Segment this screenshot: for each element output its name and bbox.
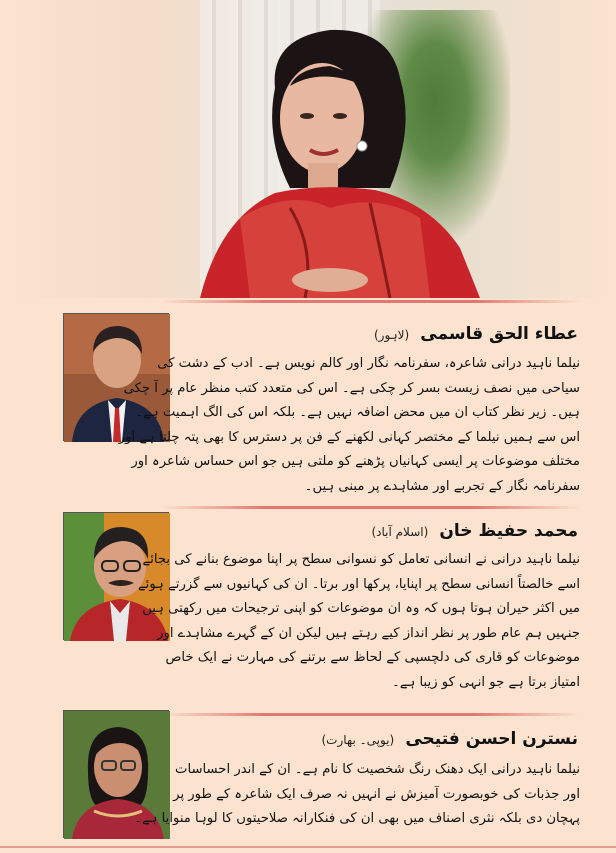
review-text [137,548,580,695]
woman-portrait-icon [180,18,490,298]
review-line: نیلما ناہید درانی ایک دھنک رنگ شخصیت کا نام ہے۔ ان کے اندر احساسات [175,762,580,777]
review-line: اور جذبات کی خوبصورت آمیزش نے انہیں نہ صرف ایک شاعرہ کے طور پر [173,786,580,802]
reviewer-name: محمد حفیظ خان [439,521,578,541]
review-line: نیلما ناہید درانی شاعرہ، سفرنامہ نگار اور کالم نویس ہے۔ ادب کے دشت کی [157,356,580,371]
bottom-divider [0,846,616,848]
reviewer-name: نسترن احسن فتیحی [405,729,578,749]
reviewer-city: (یوپی۔ بھارت) [321,733,395,747]
review-line: پہچان دی بلکہ نثری اصناف میں بھی ان کی فنکارانہ صلاحیتوں کا لوہا منوایا ہے۔ [134,811,580,826]
review-line: اسے خالصتاً انسانی سطح پر اپنایا، پرکھا اور برتا۔ ان کی کہانیوں سے گزرتے ہوئے [137,576,580,592]
review-text [118,352,580,499]
review-line: میں اکثر حیران ہوتا ہوں کہ وہ ان موضوعات کو اپنی ترجیحات میں رکھتی ہیں [142,601,580,616]
review-line: اس سے ہمیں نیلما کے مختصر کہانی لکھنے کے فن پر دسترس کا بھی پتہ چلتا ہے اور [118,429,580,445]
review-text [134,758,580,832]
hero-photo [0,0,616,298]
reviewer-name-row [371,521,578,541]
section-divider [160,506,580,509]
review-line: سفرنامہ نگار کے تجربے اور مشاہدے پر مبنی ہیں۔ [304,478,580,494]
reviewer-name: عطاء الحق قاسمی [420,324,578,344]
review-line: موضوعات کو قاری کی دلچسپی کے لحاظ سے برتنے کی مہارت نے ایک خاص [165,650,580,665]
review-line: مختلف موضوعات پر ایسی کہانیاں پڑھنے کو ملتی ہیں جو اس حساس شاعرہ اور [131,454,580,469]
review-line: ہیں۔ زیر نظر کتاب ان میں محض اضافہ نہیں ہے۔ بلکہ اس کی الگ اہمیت ہے۔ [135,405,580,420]
review-line: نیلما ناہید درانی نے انسانی تعامل کو نسوانی سطح پر اپنا موضوع بنانے کی بجائے [142,552,580,567]
reviewer-city: (لاہور) [373,328,410,342]
section-divider [160,300,580,303]
review-line: سیاحی میں نصف زیست بسر کر چکی ہے۔ اس کی متعدد کتب منظر عام پر آ چکی [123,380,580,396]
reviewer-name-row [322,729,579,749]
reviewer-city: (اسلام آباد) [371,525,429,539]
reviewer-name-row [374,324,578,344]
section-divider [160,713,580,716]
review-line: جنہیں ہم عام طور پر نظر انداز کیے رہتے ہیں لیکن ان کے گہرے مشاہدے اور [157,625,580,641]
review-line: امتیاز برتا ہے جو انہی کو زیبا ہے۔ [392,674,580,690]
